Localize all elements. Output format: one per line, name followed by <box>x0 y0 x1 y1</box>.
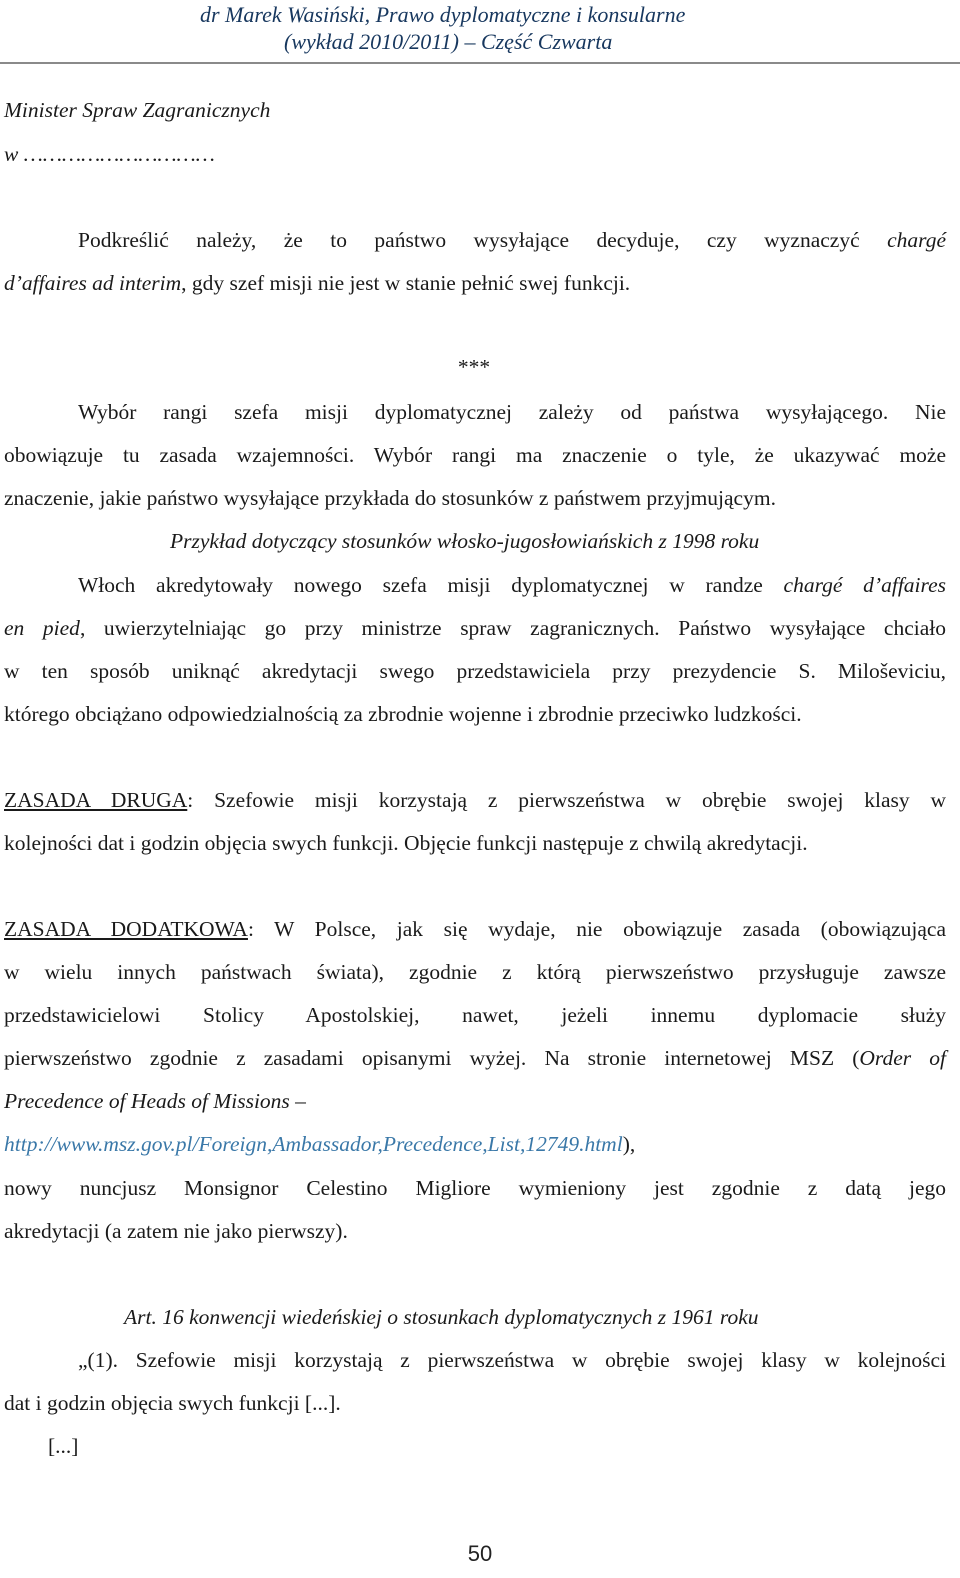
header-divider <box>0 62 960 64</box>
paragraph-2-line-2: obowiązuje tu zasada wzajemności. Wybór rangi ma znaczenie o tyle, że ukazywać może <box>4 443 946 467</box>
paragraph-3-line-3: w ten sposób uniknąć akredytacji swego przedstawiciela przy prezydencie S. Miloševiciu, <box>4 659 946 683</box>
paragraph-2-line-3: znaczenie, jakie państwo wysyłające przykłada do stosunków z państwem przyjmującym. <box>4 486 776 510</box>
article-heading: Art. 16 konwencji wiedeńskiej o stosunkach dyplomatycznych z 1961 roku <box>124 1305 759 1329</box>
paragraph-3-line-4: którego obciążano odpowiedzialnością za zbrodnie wojenne i zbrodnie przeciwko ludzkości. <box>4 702 802 726</box>
rule-extra-line-6: http://www.msz.gov.pl/Foreign,Ambassador,Precedence,List,12749.html), <box>4 1132 636 1156</box>
addressee-line-1: Minister Spraw Zagranicznych <box>4 98 271 122</box>
rule-extra-line-7: nowy nuncjusz Monsignor Celestino Migliore wymieniony jest zgodnie z datą jego <box>4 1176 946 1200</box>
rule-extra-line-5: Precedence of Heads of Missions – <box>4 1089 306 1113</box>
rule-two-line-2: kolejności dat i godzin objęcia swych funkcji. Objęcie funkcji następuje z chwilą akredytacji. <box>4 831 808 855</box>
rule-extra-line-3: przedstawicielowi Stolicy Apostolskiej, nawet, jeżeli innemu dyplomacie służy <box>4 1003 946 1027</box>
paragraph-1-line-1: Podkreślić należy, że to państwo wysyłające decyduje, czy wyznaczyć chargé <box>78 228 946 252</box>
rule-extra-line-1: ZASADA DODATKOWA: W Polsce, jak się wydaje, nie obowiązuje zasada (obowiązująca <box>4 917 947 941</box>
msz-precedence-link[interactable]: http://www.msz.gov.pl/Foreign,Ambassador,Precedence,List,12749.html <box>4 1132 623 1156</box>
paragraph-3-line-2: en pied, uwierzytelniając go przy ministrze spraw zagranicznych. Państwo wysyłające chciało <box>4 616 946 640</box>
addressee-line-2: w ………………………… <box>4 142 215 166</box>
quote-ellipsis: [...] <box>48 1434 79 1458</box>
example-heading: Przykład dotyczący stosunków włosko-jugosłowiańskich z 1998 roku <box>170 529 760 553</box>
rule-two-line-1: ZASADA DRUGA: Szefowie misji korzystają z pierwszeństwa w obrębie swojej klasy w <box>4 788 946 812</box>
rule-two-label: ZASADA DRUGA <box>4 788 188 812</box>
page-number: 50 <box>467 1541 493 1566</box>
quote-line-2: dat i godzin objęcia swych funkcji [...]. <box>4 1391 341 1415</box>
rule-extra-line-8: akredytacji (a zatem nie jako pierwszy). <box>4 1219 348 1243</box>
rule-extra-label: ZASADA DODATKOWA <box>4 917 248 941</box>
paragraph-3-line-1: Włoch akredytowały nowego szefa misji dyplomatycznej w randze chargé d’affaires <box>78 573 946 597</box>
paragraph-2-line-1: Wybór rangi szefa misji dyplomatycznej zależy od państwa wysyłającego. Nie <box>78 400 946 424</box>
paragraph-1-line-2: d’affaires ad interim, gdy szef misji nie jest w stanie pełnić swej funkcji. <box>4 271 631 295</box>
quote-line-1: „(1). Szefowie misji korzystają z pierwszeństwa w obrębie swojej klasy w kolejności <box>78 1348 946 1372</box>
header-subtitle: (wykład 2010/2011) – Część Czwarta <box>284 29 613 54</box>
rule-extra-line-4: pierwszeństwo zgodnie z zasadami opisanymi wyżej. Na stronie internetowej MSZ (Order of <box>4 1046 947 1070</box>
header-title: dr Marek Wasiński, Prawo dyplomatyczne i konsularne <box>200 2 686 27</box>
section-separator: *** <box>457 355 491 379</box>
rule-extra-line-2: w wielu innych państwach świata), zgodnie z którą pierwszeństwo przysługuje zawsze <box>4 960 946 984</box>
